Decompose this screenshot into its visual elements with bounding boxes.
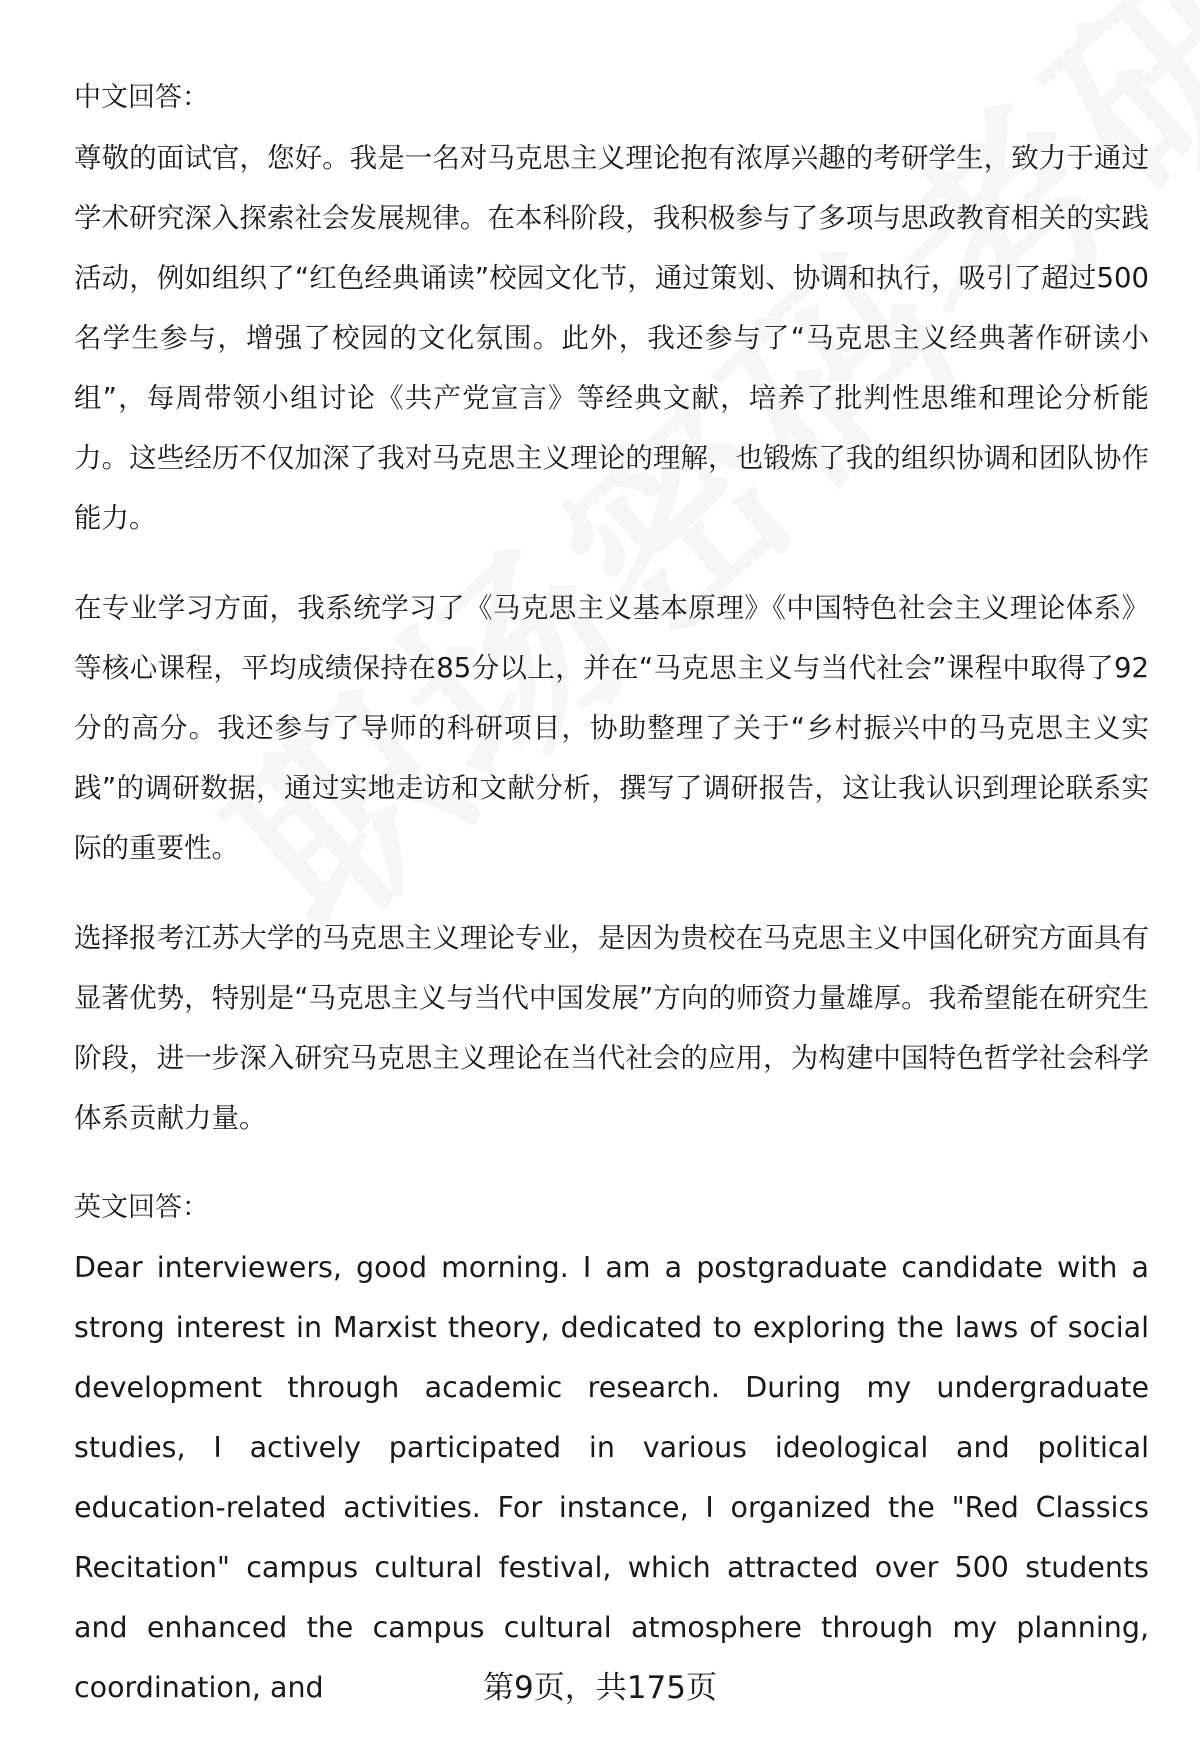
- english-answer-label: 英文回答：: [74, 1192, 209, 1223]
- english-paragraph: Dear interviewers, good morning. I am a postgraduate candidate with a strong interest in Marxist theory, dedicated to exploring the laws of social development through academic research. During my undergraduate studies, I actively participated in various ideological and political education-related activities. For instance, I organized the "Red Classics Recitation" campus cultural festival, which attracted over 500 students and enhanced the campus cultural atmosphere through my planning, coordination, and: [74, 1251, 1149, 1704]
- chinese-paragraph-1: 尊敬的面试官，您好。我是一名对马克思主义理论抱有浓厚兴趣的考研学生，致力于通过学术研究深入探索社会发展规律。在本科阶段，我积极参与了多项与思政教育相关的实践活动，例如组织了“红色经典诵读”校园文化节，通过策划、协调和执行，吸引了超过500名学生参与，增强了校园的文化氛围。此外，我还参与了“马克思主义经典著作研读小组”，每周带领小组讨论《共产党宣言》等经典文献，培养了批判性思维和理论分析能力。这些经历不仅加深了我对马克思主义理论的理解，也锻炼了我的组织协调和团队协作能力。: [74, 142, 1149, 534]
- chinese-answer-label: 中文回答：: [74, 82, 209, 113]
- document-body: [74, 68, 1149, 1718]
- chinese-paragraph-3: 选择报考江苏大学的马克思主义理论专业，是因为贵校在马克思主义中国化研究方面具有显著优势，特别是“马克思主义与当代中国发展”方向的师资力量雄厚。我希望能在研究生阶段，进一步深入研究马克思主义理论在当代社会的应用，为构建中国特色哲学社会科学体系贡献力量。: [74, 922, 1149, 1134]
- page-number: 第9页，共175页: [483, 1670, 717, 1706]
- chinese-paragraph-2: 在专业学习方面，我系统学习了《马克思主义基本原理》《中国特色社会主义理论体系》等核心课程，平均成绩保持在85分以上，并在“马克思主义与当代社会”课程中取得了92分的高分。我还参与了导师的科研项目，协助整理了关于“乡村振兴中的马克思主义实践”的调研数据，通过实地走访和文献分析，撰写了调研报告，这让我认识到理论联系实际的重要性。: [74, 592, 1149, 864]
